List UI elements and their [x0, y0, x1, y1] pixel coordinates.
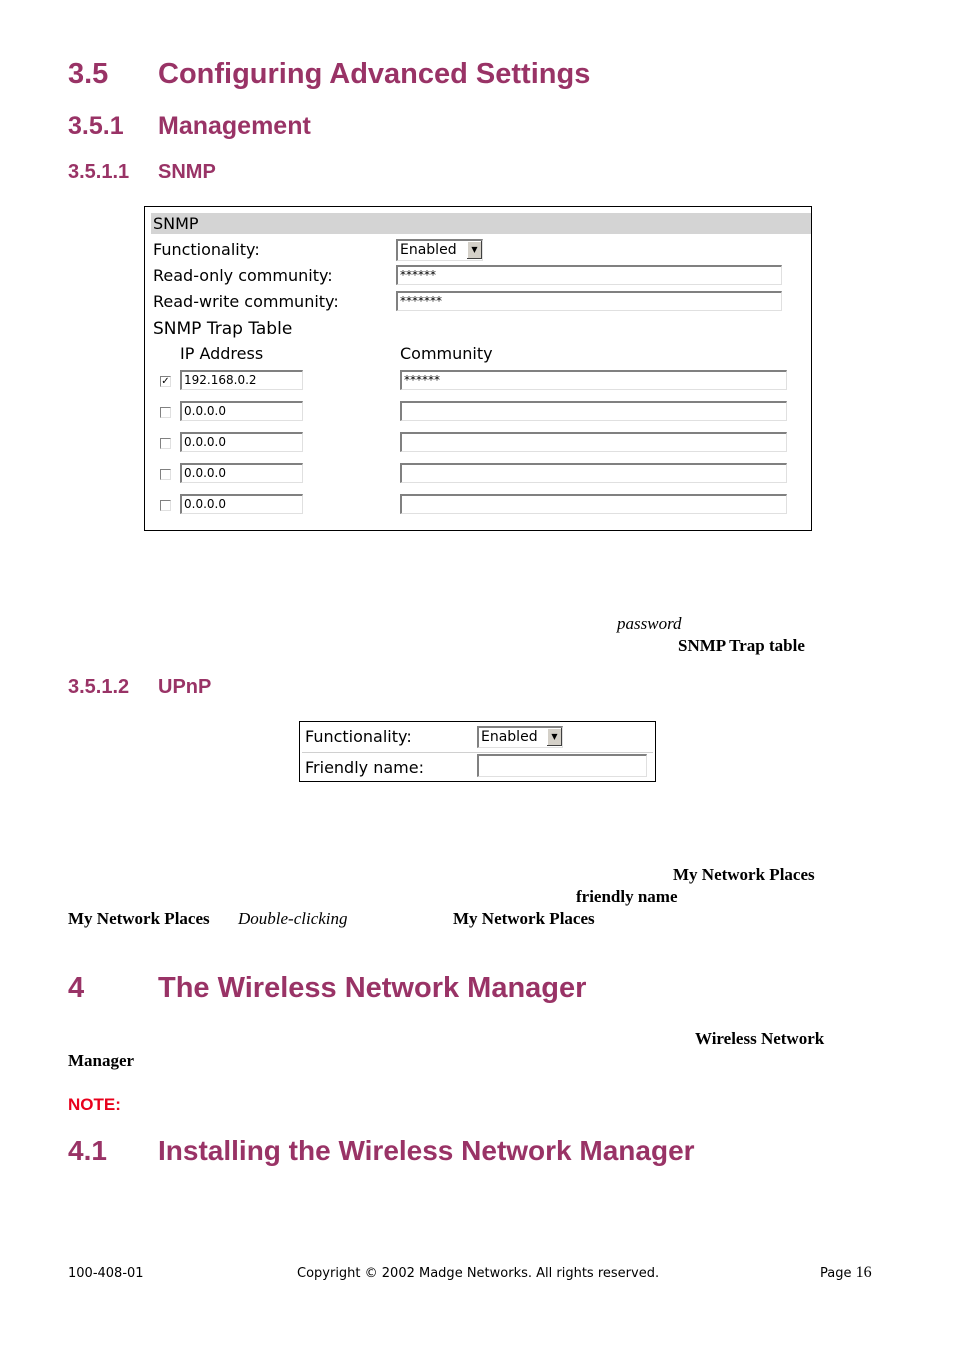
- footer-page-number: 16: [855, 1264, 872, 1281]
- upnp-functionality-selected-value: Enabled: [481, 729, 538, 745]
- read-only-community-input[interactable]: ******: [396, 265, 782, 285]
- heading-title: UPnP: [158, 676, 212, 698]
- heading-number: 3.5.1.1: [68, 161, 130, 183]
- heading-4-1: [68, 1135, 868, 1171]
- snmp-trap-table-title: SNMP Trap Table: [153, 319, 293, 339]
- upnp-functionality-select[interactable]: [477, 726, 563, 748]
- trap-ip-input[interactable]: 192.168.0.2: [180, 370, 303, 390]
- upnp-settings-panel: [299, 721, 656, 782]
- heading-title: Management: [158, 112, 311, 140]
- heading-title: SNMP: [158, 161, 216, 183]
- trap-ip-input[interactable]: 0.0.0.0: [180, 463, 303, 483]
- wireless-network-term: Wireless Network: [695, 1029, 825, 1048]
- heading-4: [68, 972, 868, 1010]
- heading-number: 3.5.1: [68, 112, 124, 140]
- trap-community-input[interactable]: [400, 494, 787, 514]
- upnp-functionality-label: Functionality:: [305, 727, 412, 746]
- snmp-trap-table-term: SNMP Trap table: [678, 636, 805, 655]
- trap-ip-input[interactable]: 0.0.0.0: [180, 432, 303, 452]
- heading-title: Installing the Wireless Network Manager: [158, 1135, 695, 1166]
- snmp-settings-panel: [144, 206, 812, 531]
- heading-number: 3.5.1.2: [68, 676, 130, 698]
- trap-community-input[interactable]: ******: [400, 370, 787, 390]
- trap-community-input[interactable]: [400, 401, 787, 421]
- community-column-header: Community: [400, 344, 493, 363]
- functionality-label: Functionality:: [153, 240, 260, 259]
- trap-ip-input[interactable]: 0.0.0.0: [180, 494, 303, 514]
- double-clicking-term: Double-clicking: [238, 909, 348, 928]
- trap-enable-checkbox[interactable]: [160, 407, 171, 418]
- heading-3-5-1: [68, 112, 668, 144]
- friendly-name-term: friendly name: [576, 887, 678, 906]
- heading-number: 4: [68, 972, 85, 1004]
- read-write-community-input[interactable]: *******: [396, 291, 782, 311]
- read-write-community-label: Read-write community:: [153, 292, 339, 311]
- password-term: password: [617, 614, 682, 633]
- footer-copyright: Copyright © 2002 Madge Networks. All rights reserved.: [297, 1266, 660, 1281]
- heading-3-5-1-2: [68, 676, 668, 702]
- trap-enable-checkbox[interactable]: [160, 438, 171, 449]
- heading-title: Configuring Advanced Settings: [158, 58, 591, 90]
- heading-title: The Wireless Network Manager: [158, 972, 587, 1004]
- trap-community-input[interactable]: [400, 432, 787, 452]
- note-label: NOTE:: [68, 1095, 121, 1114]
- dropdown-arrow-icon[interactable]: ▼: [466, 241, 482, 259]
- heading-number: 3.5: [68, 58, 109, 90]
- footer-page-label: Page: [820, 1266, 852, 1281]
- friendly-name-label: Friendly name:: [305, 758, 424, 777]
- manager-term: Manager: [68, 1051, 135, 1070]
- read-only-community-label: Read-only community:: [153, 266, 333, 285]
- ip-address-column-header: IP Address: [180, 344, 264, 363]
- functionality-select[interactable]: [396, 239, 483, 261]
- footer-doc-id: 100-408-01: [68, 1266, 144, 1281]
- trap-community-input[interactable]: [400, 463, 787, 483]
- trap-enable-checkbox[interactable]: ✓: [161, 376, 170, 387]
- snmp-panel-title: SNMP: [153, 214, 199, 233]
- heading-number: 4.1: [68, 1135, 107, 1166]
- my-network-places-term: My Network Places: [453, 909, 595, 928]
- functionality-selected-value: Enabled: [400, 242, 457, 258]
- dropdown-arrow-icon[interactable]: ▼: [546, 728, 562, 746]
- trap-ip-input[interactable]: 0.0.0.0: [180, 401, 303, 421]
- heading-3-5-1-1: [68, 161, 668, 187]
- footer-page: [820, 1264, 872, 1282]
- friendly-name-input[interactable]: [477, 754, 647, 777]
- snmp-panel-header: [151, 213, 811, 234]
- my-network-places-term: My Network Places: [68, 909, 210, 928]
- trap-enable-checkbox[interactable]: [160, 469, 171, 480]
- heading-3-5: [68, 58, 768, 94]
- upnp-row-divider: [302, 752, 653, 753]
- trap-enable-checkbox[interactable]: [160, 500, 171, 511]
- my-network-places-term: My Network Places: [673, 865, 815, 884]
